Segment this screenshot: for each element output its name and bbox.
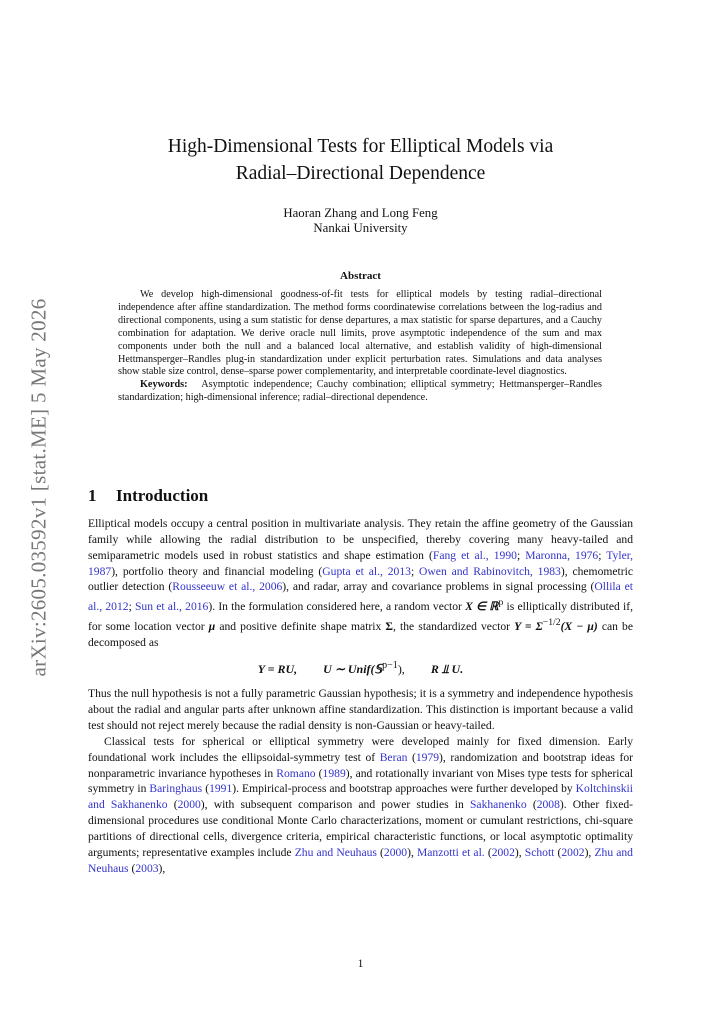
math-superscript: −1/2 bbox=[542, 616, 561, 628]
text-run: ), bbox=[514, 845, 525, 859]
author-affiliation: Nankai University bbox=[313, 221, 408, 235]
text-run: ( bbox=[315, 766, 323, 780]
arxiv-identifier-stamp bbox=[14, 290, 64, 685]
citation-link[interactable]: Koltchinskii and Sakhanenko bbox=[88, 782, 633, 812]
introduction-body bbox=[88, 516, 633, 876]
text-run: ), bbox=[584, 845, 595, 859]
title-line-1: High-Dimensional Tests for Elliptical Models via bbox=[167, 136, 554, 157]
text-run: ). Empirical-process and bootstrap approaches were further developed by bbox=[232, 782, 576, 796]
text-run: ). In the formulation considered here, a random vector bbox=[208, 600, 466, 614]
citation-link[interactable]: Baringhaus bbox=[149, 782, 203, 796]
paragraph-1 bbox=[88, 516, 633, 650]
citation-link[interactable]: Ollila et al., 2012 bbox=[88, 580, 633, 614]
text-run: Elliptical models occupy a central position in multivariate analysis. They retain the affine geometry of the Gaussian family while allowing the radial distribution to be unspecified, thereby covering many heavy-tailed and semiparametric models used in robust statistics and shape estimation ( bbox=[88, 517, 633, 562]
text-run: and positive definite shape matrix bbox=[215, 619, 386, 633]
display-equation bbox=[88, 658, 633, 678]
arxiv-identifier-text: arXiv:2605.03592v1 [stat.ME] 5 May 2026 bbox=[26, 298, 51, 677]
keywords-text: Asymptotic independence; Cauchy combination; elliptical symmetry; Hettmansperger–Randles standardization; high-dimensional inference; radial–directional dependence. bbox=[118, 379, 602, 404]
abstract-text: We develop high-dimensional goodness-of-fit tests for elliptical models by testing radial–directional independence after affine standardization. The method forms coordinatewise correlations between the log-radius and directional components, using a sum statistic for dense departures, a max statistic for sparse departures, and a Cauchy combination for adaptation. We derive oracle null limits, prove asymptotic independence of the sum and max components under both the null and a balanced local alternative, and establish validity of high-dimensional Hettmansperger–Randles plug-in standardization under explicit perturbation rates. Simulations and data analyses show stable size control, dense–sparse power complementarity, and interpretable coordinate-level diagnostics. bbox=[118, 289, 602, 378]
section-number: 1 bbox=[88, 486, 97, 505]
citation-link[interactable]: Gupta et al., 2013 bbox=[322, 564, 411, 578]
section-heading-introduction bbox=[88, 486, 208, 506]
citation-link[interactable]: 2008 bbox=[536, 798, 560, 812]
text-run: ), bbox=[407, 845, 417, 859]
citation-link[interactable]: Schott bbox=[524, 845, 555, 859]
math-inline: μ bbox=[208, 619, 216, 633]
equation-part: ), bbox=[397, 662, 405, 677]
math-inline: X ∈ ℝ bbox=[465, 600, 499, 614]
text-run: ). Other fixed-dimensional procedures use conditional Monte Carlo characterizations, moment or cumulant restrictions, chi-square partitions of directional cells, divergence criteria, empirical characteristic functions, or local asymptotic optimality arguments; representative examples include bbox=[88, 798, 634, 859]
paper-title bbox=[100, 133, 621, 187]
paragraph-2: Thus the null hypothesis is not a fully parametric Gaussian hypothesis; it is a symmetry and independence hypothesis about the radial and angular parts after unknown affine standardization. This distinction is important because a valid test should not reject merely because the radial density is non-Gaussian or heavy-tailed. bbox=[88, 687, 633, 732]
page-number: 1 bbox=[357, 958, 364, 970]
text-run: can be decomposed as bbox=[88, 619, 633, 649]
text-run: ), chemometric outlier detection ( bbox=[88, 564, 633, 594]
math-inline: Y = Σ bbox=[514, 619, 543, 633]
keywords-label: Keywords: bbox=[140, 379, 188, 391]
citation-link[interactable]: Romano bbox=[276, 766, 316, 780]
math-inline: (X − μ) bbox=[560, 619, 598, 633]
citation-link[interactable]: 2002 bbox=[561, 845, 585, 859]
text-run: is elliptically distributed if, for some location vector bbox=[88, 600, 634, 633]
citation-link[interactable]: 2002 bbox=[491, 845, 515, 859]
citation-link[interactable]: Zhu and Neuhaus bbox=[88, 845, 633, 875]
title-line-2: Radial–Directional Dependence bbox=[235, 163, 486, 184]
citation-link[interactable]: 1979 bbox=[415, 750, 440, 764]
text-run: ( bbox=[128, 861, 136, 875]
citation-link[interactable]: Beran bbox=[379, 750, 408, 764]
citation-link[interactable]: 2000 bbox=[383, 845, 408, 859]
text-run: ( bbox=[484, 845, 492, 859]
text-run: ( bbox=[554, 845, 562, 859]
text-run: , the standardized vector bbox=[393, 619, 515, 633]
equation-part: U ∼ Unif(𝕊 bbox=[323, 662, 383, 677]
text-run: ), portfolio theory and financial modeling ( bbox=[111, 564, 323, 578]
citation-link[interactable]: Sakhanenko bbox=[469, 798, 527, 812]
text-run: ), randomization and bootstrap ideas for nonparametric invariance hypotheses in bbox=[88, 750, 633, 780]
author-names: Haoran Zhang and Long Feng bbox=[283, 206, 438, 220]
text-run: ( bbox=[526, 798, 537, 812]
citation-link[interactable]: Owen and Rabinovitch, 1983 bbox=[419, 564, 561, 578]
text-run: ), bbox=[158, 861, 166, 875]
text-run: ( bbox=[407, 750, 416, 764]
author-block bbox=[100, 206, 621, 236]
paragraph-3 bbox=[88, 734, 633, 877]
text-run: ; bbox=[516, 548, 526, 562]
math-inline: Σ bbox=[385, 619, 394, 633]
citation-link[interactable]: Zhu and Neuhaus bbox=[294, 845, 377, 859]
math-superscript: p bbox=[498, 597, 504, 609]
text-run: ), and radar, array and covariance problems in signal processing ( bbox=[282, 580, 595, 594]
text-run: ; bbox=[598, 548, 607, 562]
equation-superscript: p−1 bbox=[382, 660, 398, 672]
text-run: ), and rotationally invariant von Mises type tests for spherical symmetry in bbox=[88, 766, 633, 796]
keywords bbox=[118, 379, 602, 405]
citation-link[interactable]: 2000 bbox=[177, 798, 201, 812]
text-run: ( bbox=[376, 845, 384, 859]
citation-link[interactable]: 1989 bbox=[322, 766, 346, 780]
citation-link[interactable]: Manzotti et al. bbox=[416, 845, 485, 859]
citation-link[interactable]: 2003 bbox=[135, 861, 159, 875]
citation-link[interactable]: Rousseeuw et al., 2006 bbox=[172, 580, 283, 594]
text-run: ( bbox=[202, 782, 210, 796]
equation-part: Y = RU, bbox=[257, 662, 298, 677]
text-run: ; bbox=[128, 600, 135, 614]
text-run: Classical tests for spherical or elliptical symmetry were developed mainly for fixed dimension. Early foundational work includes the ellipsoidal-symmetry test of bbox=[88, 734, 633, 764]
citation-link[interactable]: Sun et al., 2016 bbox=[134, 600, 209, 614]
abstract-heading: Abstract bbox=[340, 270, 381, 282]
equation-part: R ⫫ U. bbox=[430, 662, 464, 677]
citation-link[interactable]: Fang et al., 1990 bbox=[432, 548, 517, 562]
citation-link[interactable]: Maronna, 1976 bbox=[525, 548, 599, 562]
section-title: Introduction bbox=[116, 486, 209, 505]
citation-link[interactable]: Tyler, 1987 bbox=[88, 548, 634, 578]
citation-link[interactable]: 1991 bbox=[209, 782, 233, 796]
text-run: ( bbox=[167, 798, 178, 812]
text-run: ), with subsequent comparison and power studies in bbox=[200, 798, 470, 812]
text-run: ; bbox=[410, 564, 420, 578]
abstract bbox=[118, 289, 602, 405]
